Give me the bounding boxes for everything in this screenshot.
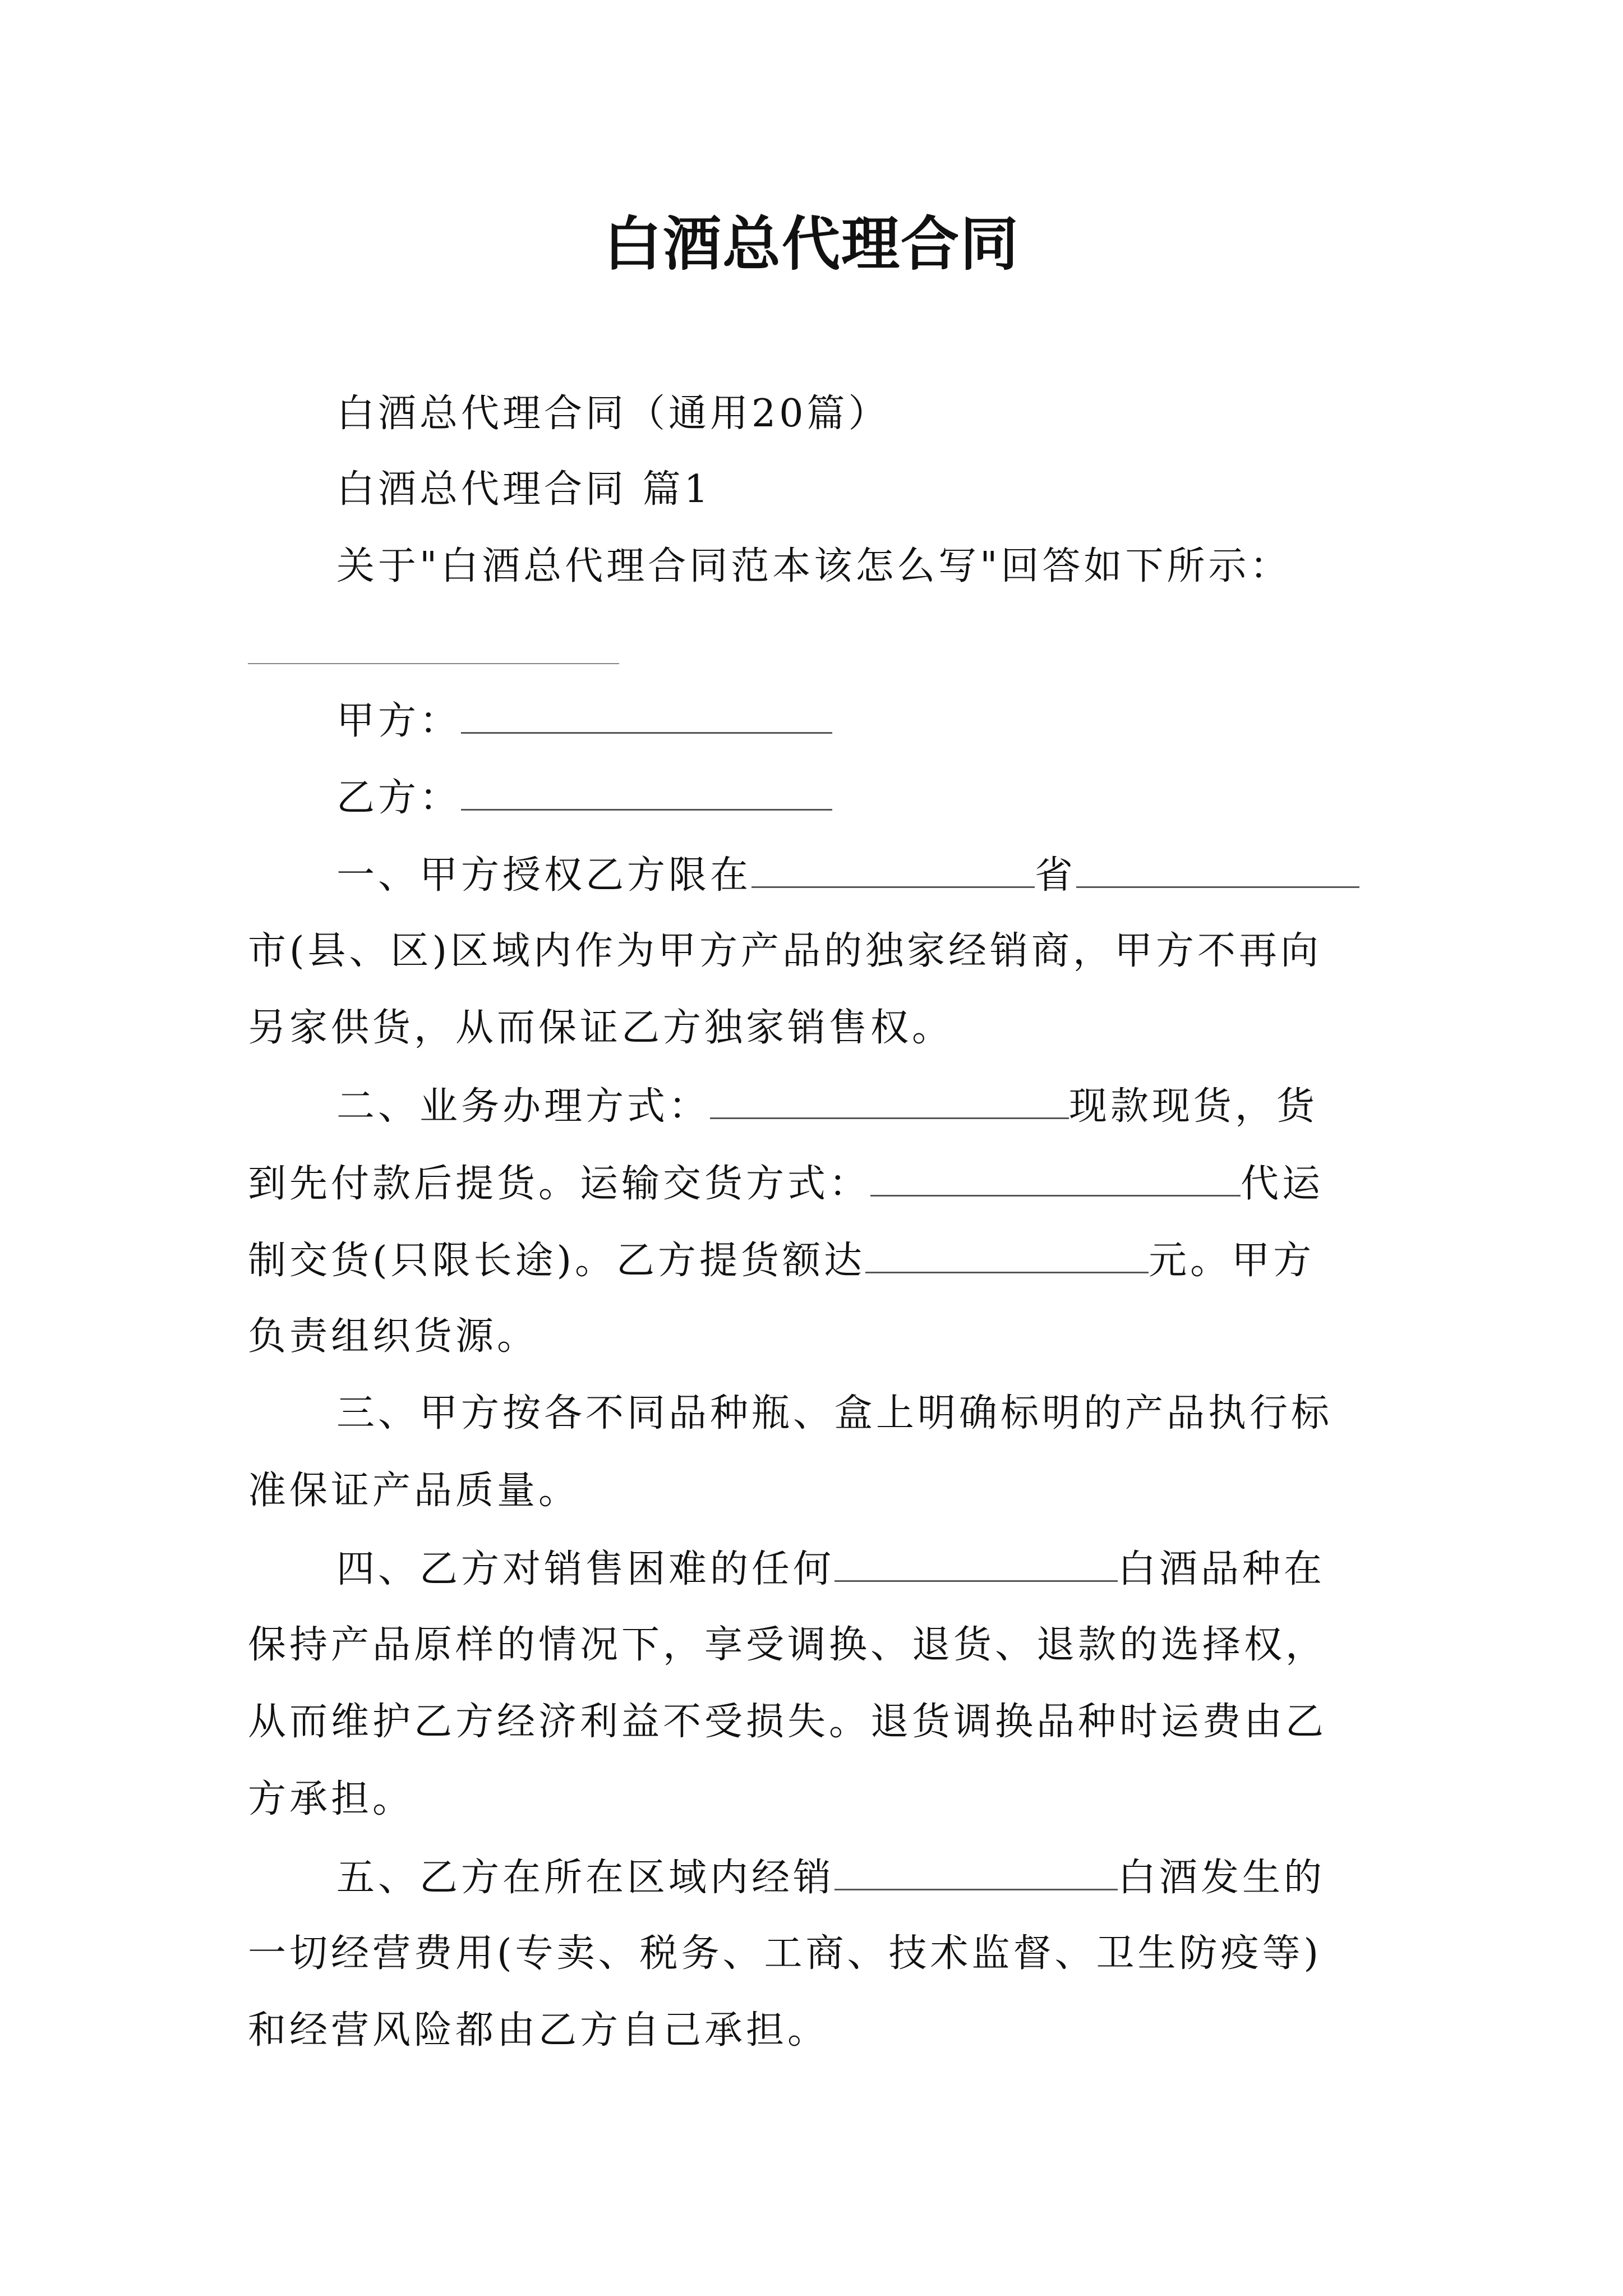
article-heading: 白酒总代理合同 篇1 [336,467,712,512]
clause-text: 制交货(只限长途)。乙方提货额达 [248,1239,866,1283]
clause-2-line-1 [336,1078,1469,1134]
clause-5-line-2: 一切经营费用(专卖、税务、工商、技术监督、卫生防疫等) [248,1931,1322,1976]
clause-4-line-4: 方承担。 [248,1777,414,1821]
province-blank[interactable] [751,847,1035,888]
clause-3-line-2: 准保证产品质量。 [248,1469,580,1513]
clause-4-line-3: 从而维护乙方经济利益不受损失。退货调换品种时运费由乙 [248,1700,1327,1744]
clause-4-line-1 [336,1541,1469,1596]
clause-2-line-2 [248,1156,1381,1211]
city-blank[interactable] [1076,847,1359,888]
clause-4-line-2: 保持产品原样的情况下，享受调换、退货、退款的选择权， [248,1623,1327,1667]
party-a-label: 甲方： [336,699,462,743]
clause-5-line-1 [336,1849,1469,1905]
clause-text: 现款现货，货 [1069,1084,1318,1129]
clause-3-line-1: 三、甲方按各不同品种瓶、盒上明确标明的产品执行标 [336,1391,1333,1435]
clause-2-line-3 [248,1232,1381,1288]
pickup-amount-blank[interactable] [865,1232,1149,1273]
clause-2-line-4: 负责组织货源。 [248,1314,539,1359]
clause-text: 到先付款后提货。运输交货方式： [248,1162,871,1206]
divider-line [248,663,619,664]
product-blank[interactable] [834,1541,1118,1582]
party-b-line [336,770,1469,825]
business-method-blank[interactable] [710,1078,1069,1119]
party-a-line [336,693,1469,748]
document-title: 白酒总代理合同 [603,209,1020,278]
clause-text: 五、乙方在所在区域内经销 [336,1856,835,1900]
clause-text: 四、乙方对销售困难的任何 [336,1547,835,1591]
delivery-method-blank[interactable] [870,1156,1241,1197]
clause-text: 省 [1035,853,1077,898]
clause-text: 一、甲方授权乙方限在 [336,853,752,898]
product-blank-2[interactable] [834,1849,1118,1890]
clause-1-line-2: 市(县、区)区域内作为甲方产品的独家经销商，甲方不再向 [248,929,1322,973]
subtitle: 白酒总代理合同（通用20篇） [336,392,890,436]
clause-text: 白酒品种在 [1118,1547,1326,1591]
party-b-label: 乙方： [336,776,462,820]
clause-5-line-3: 和经营风险都由乙方自己承担。 [248,2008,829,2053]
clause-1-line-3: 另家供货，从而保证乙方独家销售权。 [248,1006,954,1050]
intro-line: 关于"白酒总代理合同范本该怎么写"回答如下所示： [336,544,1292,588]
clause-1-line-1 [336,847,1469,903]
clause-text: 白酒发生的 [1118,1856,1326,1900]
clause-text: 代运 [1241,1162,1324,1206]
party-b-blank[interactable] [461,770,832,811]
party-a-blank[interactable] [461,693,832,734]
clause-text: 元。甲方 [1149,1239,1315,1283]
clause-text: 二、业务办理方式： [336,1084,711,1129]
